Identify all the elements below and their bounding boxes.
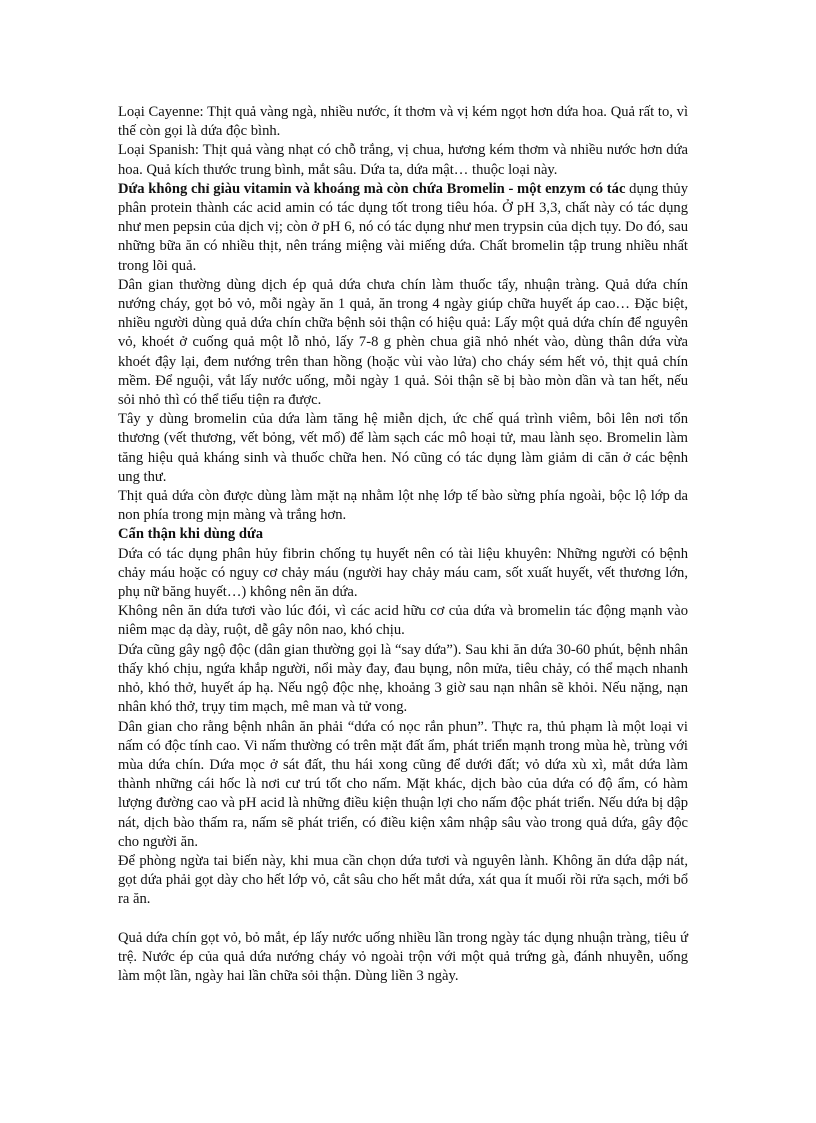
paragraph-text: Không nên ăn dứa tươi vào lúc đói, vì các acid hữu cơ của dứa và bromelin tác động mạnh vào niêm mạc dạ dày, ruột, dễ gây nôn nao, khó chịu. [118,603,688,639]
paragraph-fungus [118,718,688,852]
paragraph-text: Để phòng ngừa tai biến này, khi mua cần chọn dứa tươi và nguyên lành. Không ăn dứa dập nát, gọt dứa phải gọt dày cho hết lớp vỏ, cắt sâu cho hết mắt dứa, xát qua ít muối rồi rửa sạch, mới bổ ra ăn. [118,852,688,908]
paragraph-cayenne [118,103,688,141]
bold-lead-text: Dứa không chỉ giàu vitamin và khoáng mà còn chứa Bromelin - một enzym có tác [118,180,626,197]
paragraph-poisoning [118,641,688,718]
paragraph-empty-stomach [118,602,688,640]
blank-line [118,910,688,929]
paragraph-text: dụng thủy phân protein thành các acid amin có tác dụng tốt trong tiêu hóa. Ở pH 3,3, chất này có tác dụng như men pepsin của dịch vị; còn ở pH 6, nó có tác dụng như men trypsin của dịch tụy. Do đó, sau những bữa ăn có nhiều thịt, nên tráng miệng vài miếng dứa. Chất bromelin tập trung nhiều nhất trong lõi quả. [118,180,688,274]
paragraph-prevention [118,852,688,910]
paragraph-fibrin-warning [118,545,688,603]
paragraph-text: Quả dứa chín gọt vỏ, bỏ mắt, ép lấy nước uống nhiều lần trong ngày tác dụng nhuận tràng, tiêu ứ trệ. Nước ép của quả dứa nướng cháy vỏ ngoài trộn với một quả trứng gà, đánh nhuyễn, uống làm một lần, ngày hai lần chữa sỏi thận. Dùng liền 3 ngày. [118,929,688,984]
document-body [118,103,688,986]
paragraph-text: Tây y dùng bromelin của dứa làm tăng hệ miễn dịch, ức chế quá trình viêm, bôi lên nơi tổn thương (vết thương, vết bỏng, vết mổ) để làm sạch các mô hoại tử, mau lành sẹo. Bromelin làm tăng hiệu quả kháng sinh và thuốc chữa hen. Nó cũng có tác dụng làm giảm di căn ở các bệnh ung thư. [118,411,688,485]
paragraph-text: Loại Spanish: Thịt quả vàng nhạt có chỗ trắng, vị chua, hương kém thơm và nhiều nước hơn dứa hoa. Quả kích thước trung bình, mắt sâu. Dứa ta, dứa mật… thuộc loại này. [118,142,688,178]
paragraph-text: Thịt quả dứa còn được dùng làm mặt nạ nhằm lột nhẹ lớp tế bào sừng phía ngoài, bộc lộ lớp da non phía trong mịn màng và trắng hơn. [118,488,688,524]
section-heading [118,525,688,544]
paragraph-text: Loại Cayenne: Thịt quả vàng ngà, nhiều nước, ít thơm và vị kém ngọt hơn dứa hoa. Quả rất to, vì thế còn gọi là dứa độc bình. [118,104,688,140]
paragraph-western-medicine [118,410,688,487]
paragraph-folk-remedy [118,276,688,410]
paragraph-text: Dứa cũng gây ngộ độc (dân gian thường gọi là “say dứa”). Sau khi ăn dứa 30-60 phút, bệnh nhân thấy khó chịu, ngứa khắp người, nổi mày đay, đau bụng, nôn mửa, tiêu chảy, có thể mạch nhanh nhỏ, khó thở, huyết áp hạ. Nếu ngộ độc nhẹ, khoảng 3 giờ sau nạn nhân sẽ khỏi. Nếu nặng, nạn nhân khó thở, trụy tim mạch, mê man và tử vong. [118,641,688,716]
paragraph-face-mask [118,487,688,525]
paragraph-text: Dứa có tác dụng phân hủy fibrin chống tụ huyết nên có tài liệu khuyên: Những người có bệnh chảy máu hoặc có nguy cơ chảy máu (người hay chảy máu cam, sốt xuất huyết, vết thương lớn, phụ nữ băng huyết…) không nên ăn dứa. [118,545,688,601]
paragraph-bromelin [118,180,688,276]
paragraph-text: Dân gian thường dùng dịch ép quả dứa chưa chín làm thuốc tẩy, nhuận tràng. Quả dứa chín nướng cháy, gọt bỏ vỏ, mỗi ngày ăn 1 quả, ăn trong 4 ngày giúp chữa huyết áp cao… Đặc biệt, nhiều người dùng quả dứa chín chữa bệnh sỏi thận có hiệu quả: Lấy một quả dứa chín để nguyên vỏ, khoét ở cuống quả một lỗ nhỏ, lấy 7-8 g phèn chua giã nhỏ nhét vào, dùng thân dứa vừa khoét đậy lại, đem nướng trên than hồng (hoặc vùi vào lửa) cho cháy sém hết vỏ, thịt quả chín mềm. Để nguội, vắt lấy nước uống, mỗi ngày 1 quả. Sỏi thận sẽ bị bào mòn dần và tan hết, nếu sỏi nhỏ thì có thể tiểu tiện ra được. [118,276,688,409]
heading-text: Cẩn thận khi dùng dứa [118,526,264,543]
paragraph-text: Dân gian cho rằng bệnh nhân ăn phải “dứa có nọc rắn phun”. Thực ra, thủ phạm là một loại vi nấm có độc tính cao. Vi nấm thường có trên mặt đất ẩm, phát triển mạnh trong mùa hè, trùng với mùa dứa chín. Dứa mọc ở sát đất, thu hái xong cũng để dưới đất; vỏ dứa xù xì, mắt dứa làm thành những cái hốc là nơi cư trú tốt cho nấm. Mặt khác, dịch bào của dứa có độ ẩm, có hàm lượng đường cao và pH acid là những điều kiện thuận lợi cho nấm độc phát triển. Nếu dứa bị dập nát, dịch bào thấm ra, nấm sẽ phát triển, có điều kiện xâm nhập sâu vào trong quả dứa, gây độc cho người ăn. [118,718,688,850]
paragraph-spanish [118,141,688,179]
paragraph-juice-remedy [118,929,688,987]
